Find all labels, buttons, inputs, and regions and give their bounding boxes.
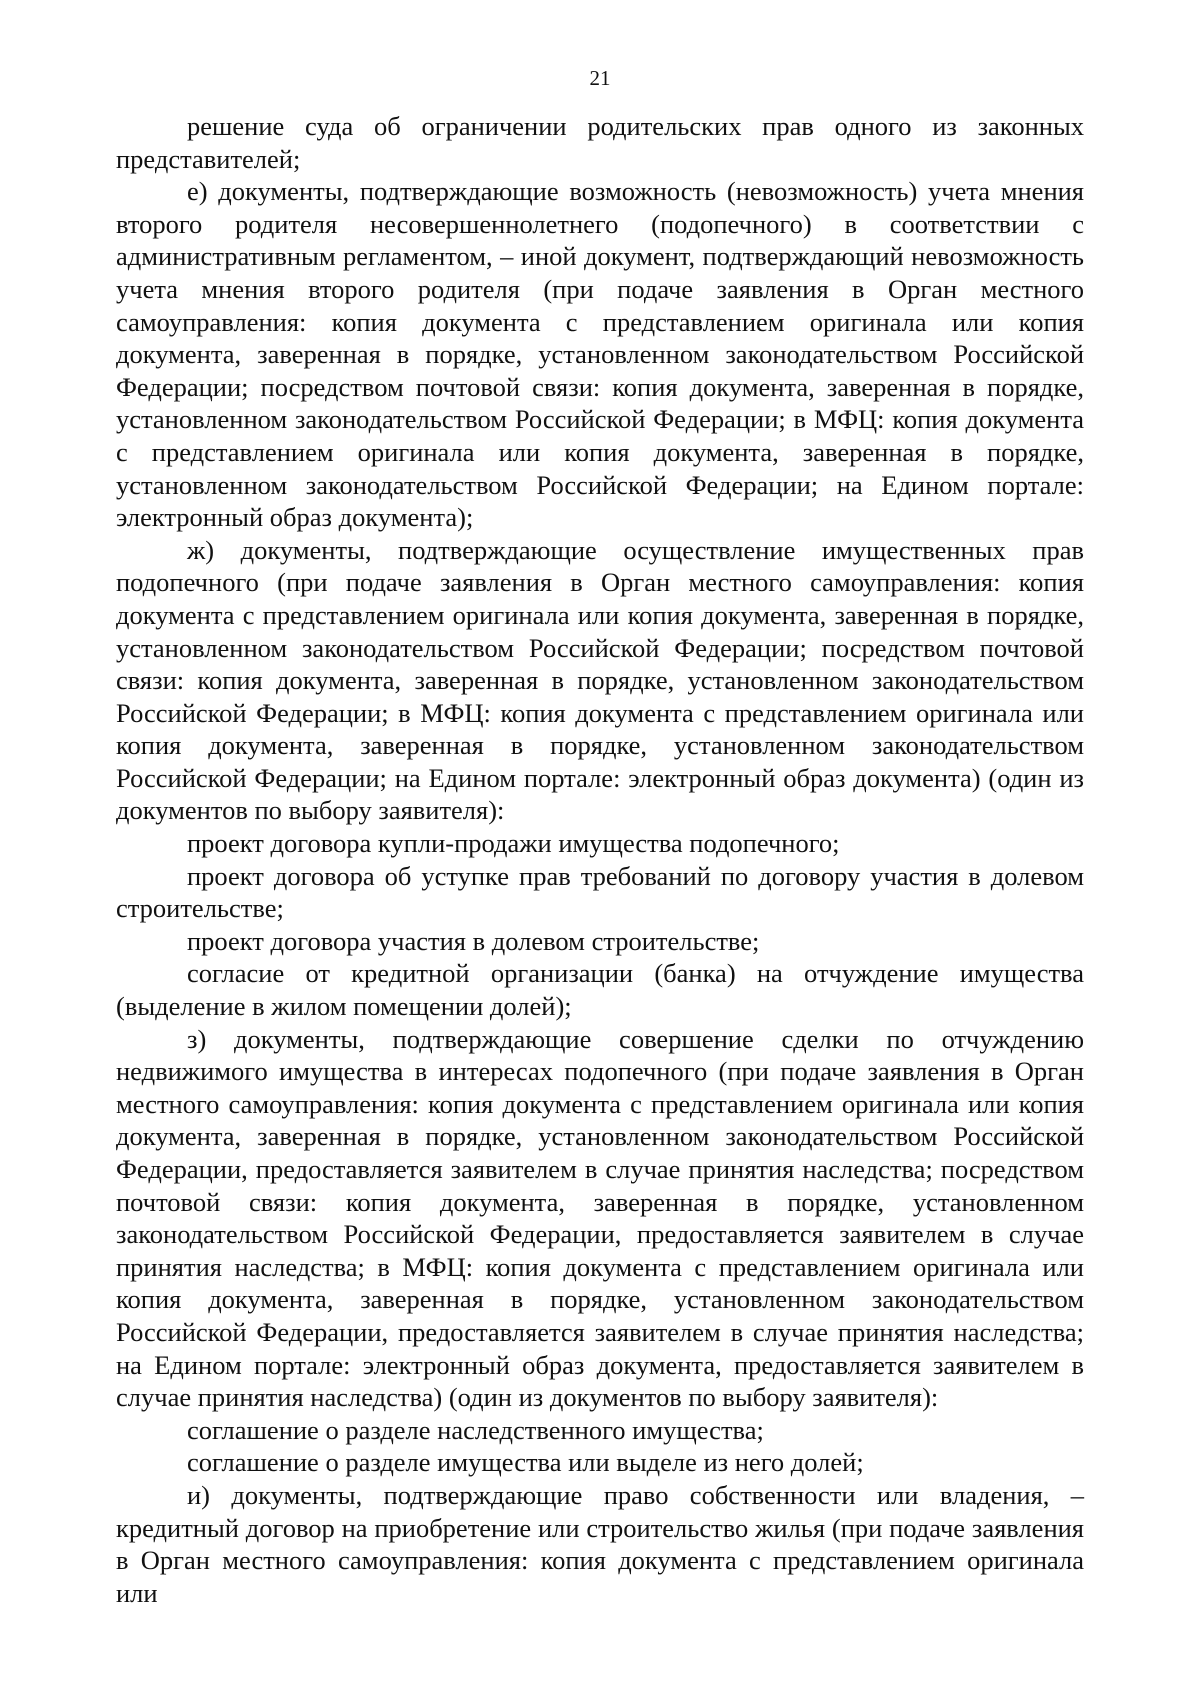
document-body xyxy=(116,110,1084,1609)
paragraph: проект договора об уступке прав требований по договору участия в долевом строительстве; xyxy=(116,860,1084,924)
paragraph: е) документы, подтверждающие возможность (невозможность) учета мнения второго родителя несовершеннолетнего (подопечного) в соответствии с административным регламентом, – иной документ, подтверждающий невозможность учета мнения второго родителя (при подаче заявления в Орган местного самоуправления: копия документа с представлением оригинала или копия документа, заверенная в порядке, установленном законодательством Российской Федерации; посредством почтовой связи: копия документа, заверенная в порядке, установленном законодательством Российской Федерации; в МФЦ: копия документа с представлением оригинала или копия документа, заверенная в порядке, установленном законодательством Российской Федерации; на Едином портале: электронный образ документа); xyxy=(116,176,1084,533)
paragraph: согласие от кредитной организации (банка) на отчуждение имущества (выделение в жилом помещении долей); xyxy=(116,958,1084,1022)
paragraph: з) документы, подтверждающие совершение сделки по отчуждению недвижимого имущества в интересах подопечного (при подаче заявления в Орган местного самоуправления: копия документа с представлением оригинала или копия документа, заверенная в порядке, установленном законодательством Российской Федерации, предоставляется заявителем в случае принятия наследства; посредством почтовой связи: копия документа, заверенная в порядке, установленном законодательством Российской Федерации, предоставляется заявителем в случае принятия наследства; в МФЦ: копия документа с представлением оригинала или копия документа, заверенная в порядке, установленном законодательством Российской Федерации, предоставляется заявителем в случае принятия наследства; на Едином портале: электронный образ документа, предоставляется заявителем в случае принятия наследства) (один из документов по выбору заявителя): xyxy=(116,1023,1084,1413)
paragraph: соглашение о разделе имущества или выделе из него долей; xyxy=(187,1447,864,1478)
page-number: 21 xyxy=(589,66,611,90)
paragraph: проект договора купли-продажи имущества подопечного; xyxy=(187,828,840,859)
paragraph: ж) документы, подтверждающие осуществление имущественных прав подопечного (при подаче заявления в Орган местного самоуправления: копия документа с представлением оригинала или копия документа, заверенная в порядке, установленном законодательством Российской Федерации; посредством почтовой связи: копия документа, заверенная в порядке, установленном законодательством Российской Федерации; в МФЦ: копия документа с представлением оригинала или копия документа, заверенная в порядке, установленном законодательством Российской Федерации; на Едином портале: электронный образ документа) (один из документов по выбору заявителя): xyxy=(116,534,1084,826)
paragraph: и) документы, подтверждающие право собственности или владения, – кредитный договор на приобретение или строительство жилья (при подаче заявления в Орган местного самоуправления: копия документа с представлением оригинала или xyxy=(116,1479,1084,1608)
paragraph: проект договора участия в долевом строительстве; xyxy=(187,925,760,956)
paragraph: решение суда об ограничении родительских прав одного из законных представителей; xyxy=(116,111,1084,174)
paragraph: соглашение о разделе наследственного имущества; xyxy=(187,1414,764,1445)
